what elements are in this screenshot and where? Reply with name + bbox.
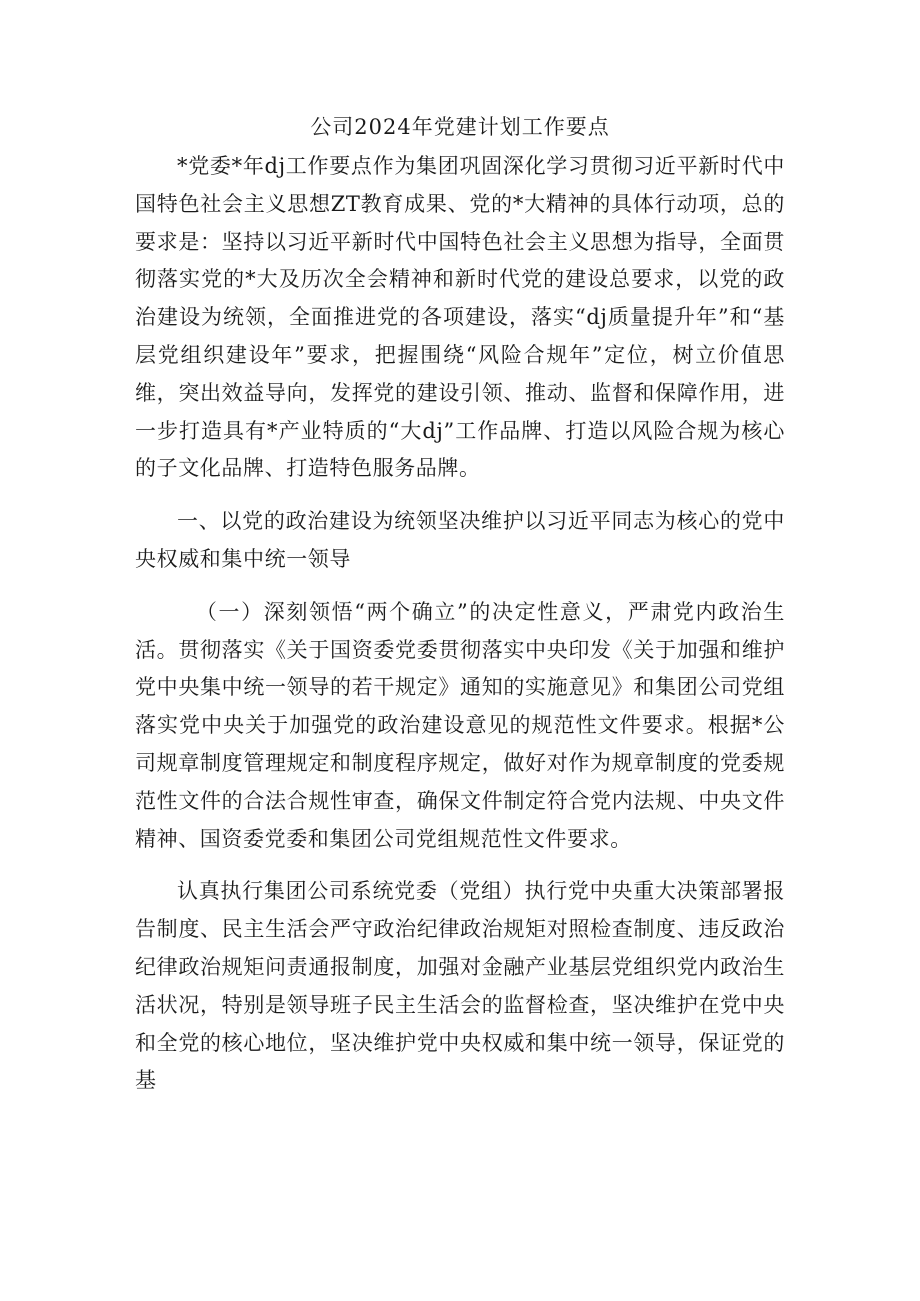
body-paragraph: 认真执行集团公司系统党委（党组）执行党中央重大决策部署报告制度、民主生活会严守政治纪律政治规矩对照检查制度、违反政治纪律政治规矩问责通报制度，加强对金融产业基层党组织党内政治生活状况，特别是领导班子民主生活会的监督检查，坚决维护在党中央和全党的核心地位，坚决维护党中央权威和集中统一领导，保证党的基: [135, 879, 785, 1093]
intro-paragraph: *党委*年dj工作要点作为集团巩固深化学习贯彻习近平新时代中国特色社会主义思想ZT教育成果、党的*大精神的具体行动项，总的要求是：坚持以习近平新时代中国特色社会主义思想为指导，全面贯彻落实党的*大及历次全会精神和新时代党的建设总要求，以党的政治建设为统领，全面推进党的各项建设，落实“dj质量提升年”和“基层党组织建设年”要求，把握围绕“风险合规年”定位，树立价值思维，突出效益导向，发挥党的建设引领、推动、监督和保障作用，进一步打造具有*产业特质的“大dj”工作品牌、打造以风险合规为核心的子文化品牌、打造特色服务品牌。: [135, 154, 785, 481]
section-heading-1: 一、以党的政治建设为统领坚决维护以习近平同志为核心的党中央权威和集中统一领导: [135, 509, 785, 571]
document-title: 公司2024年党建计划工作要点: [310, 115, 610, 139]
subsection-paragraph-1: （一）深刻领悟“两个确立”的决定性意义，严肃党内政治生活。贯彻落实《关于国资委党委贯彻落实中央印发《关于加强和维护党中央集中统一领导的若干规定》通知的实施意见》和集团公司党组落实党中央关于加强党的政治建设意见的规范性文件要求。根据*公司规章制度管理规定和制度程序规定，做好对作为规章制度的党委规范性文件的合法合规性审查，确保文件制定符合党内法规、中央文件精神、国资委党委和集团公司党组规范性文件要求。: [135, 599, 785, 851]
